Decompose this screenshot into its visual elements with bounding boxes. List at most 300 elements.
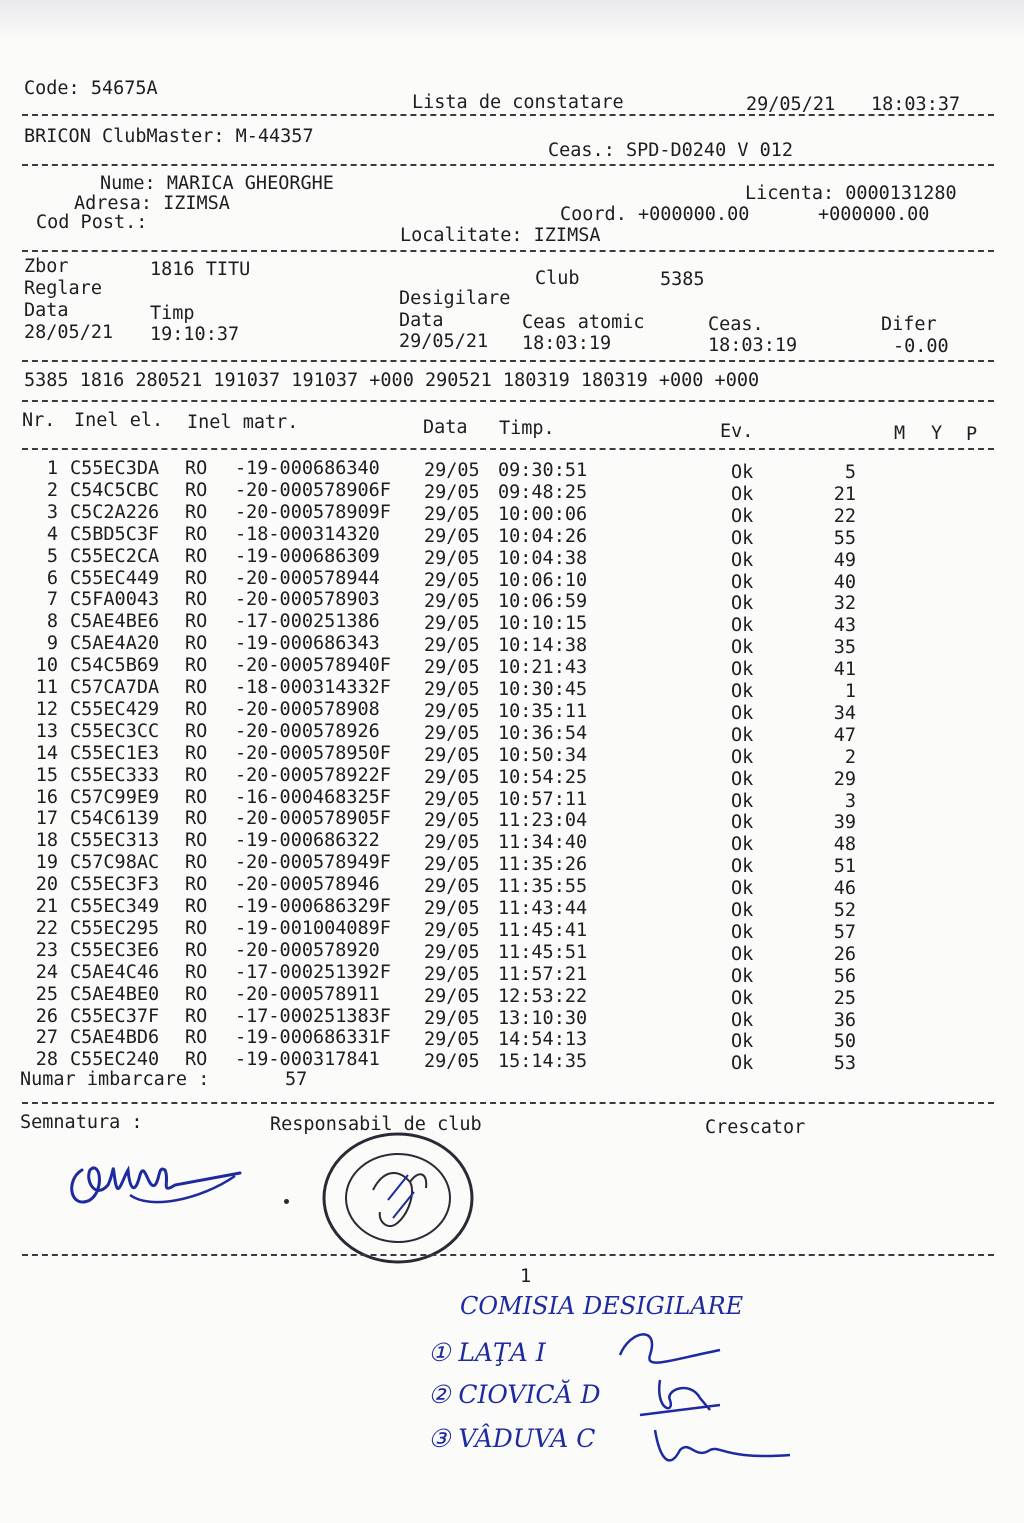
cell-ev: Ok <box>731 593 754 615</box>
cell-data: 29/05 <box>424 1051 480 1073</box>
club-label: Club <box>535 268 580 289</box>
cell-matr: -20-000578946 <box>235 874 380 896</box>
col-inel-matr: Inel matr. <box>187 412 299 433</box>
cell-timp: 09:30:51 <box>498 460 588 481</box>
cell-el: C55EC1E3 <box>70 742 160 764</box>
cell-data: 29/05 <box>424 854 480 876</box>
cell-ev: Ok <box>731 965 754 987</box>
cell-m: 50 <box>833 1031 856 1053</box>
table-row <box>0 720 1024 746</box>
table-row <box>0 1049 1024 1075</box>
cell-data: 29/05 <box>424 1029 480 1051</box>
desigilare-label: Desigilare <box>399 288 511 309</box>
data-label: Data <box>24 300 69 321</box>
table-row <box>0 808 1024 834</box>
cell-ro: RO <box>185 1027 208 1049</box>
cell-m: 25 <box>833 987 856 1009</box>
cell-ro: RO <box>185 677 208 698</box>
cell-el: C55EC349 <box>70 896 160 917</box>
document-code: Code: 54675A <box>24 78 158 99</box>
cell-el: C5FA0043 <box>70 589 160 611</box>
cell-timp: 14:54:13 <box>498 1029 588 1051</box>
cell-ev: Ok <box>731 768 754 790</box>
cell-timp: 10:06:10 <box>498 569 588 591</box>
cell-el: C55EC333 <box>70 764 160 786</box>
flight-label: Zbor <box>24 256 69 277</box>
divider <box>22 1254 994 1256</box>
owner-name: Nume: MARICA GHEORGHE <box>100 173 334 194</box>
cell-m: 32 <box>833 593 856 615</box>
cell-nr: 16 <box>35 786 58 808</box>
cell-ro: RO <box>185 589 208 611</box>
table-row <box>0 655 1024 681</box>
cell-timp: 11:57:21 <box>498 963 588 985</box>
cell-data: 29/05 <box>424 985 480 1007</box>
cell-ro: RO <box>185 655 208 677</box>
cell-m: 43 <box>833 615 856 637</box>
cell-el: C5AE4BE0 <box>70 983 160 1005</box>
club-stamp <box>318 1130 478 1266</box>
cell-matr: -16-000468325F <box>235 786 391 808</box>
cell-data: 29/05 <box>424 481 480 503</box>
cell-matr: -17-000251392F <box>235 961 391 983</box>
cell-timp: 11:45:41 <box>498 919 588 941</box>
cell-el: C57C98AC <box>70 852 160 874</box>
cell-data: 29/05 <box>424 744 480 766</box>
handwritten-member-3: ③ VÂDUVA C <box>428 1424 596 1453</box>
table-row <box>0 961 1024 987</box>
cell-ro: RO <box>185 501 208 523</box>
cell-m: 26 <box>833 943 856 965</box>
cell-ro: RO <box>185 720 208 742</box>
divider <box>22 114 994 116</box>
cell-nr: 7 <box>46 589 58 611</box>
club-value: 5385 <box>660 269 705 290</box>
cell-matr: -20-000578940F <box>235 655 391 677</box>
cell-ro: RO <box>185 458 208 479</box>
cell-data: 29/05 <box>424 569 480 591</box>
cell-el: C55EC449 <box>70 567 160 589</box>
cell-timp: 10:35:11 <box>498 700 588 722</box>
cell-matr: -20-000578926 <box>235 720 380 742</box>
cell-nr: 26 <box>35 1005 58 1027</box>
cell-ev: Ok <box>731 812 754 834</box>
cell-m: 47 <box>833 724 856 746</box>
breeder-label: Crescator <box>705 1117 806 1138</box>
cell-matr: -19-000686322 <box>235 830 380 852</box>
cell-el: C55EC313 <box>70 830 160 852</box>
cell-m: 22 <box>833 505 856 527</box>
divider <box>22 360 994 362</box>
cell-m: 55 <box>833 527 856 549</box>
cell-matr: -20-000578950F <box>235 742 391 764</box>
cell-el: C54C5CBC <box>70 479 160 501</box>
desigilare-data-label: Data <box>399 310 444 331</box>
table-row <box>0 523 1024 549</box>
cell-m: 34 <box>833 702 856 724</box>
cell-matr: -18-000314332F <box>235 677 391 698</box>
ink-dot <box>284 1199 289 1204</box>
cell-el: C5AE4BE6 <box>70 611 160 633</box>
table-row <box>0 917 1024 943</box>
cell-matr: -19-001004089F <box>235 917 391 939</box>
cell-data: 29/05 <box>424 503 480 525</box>
cell-matr: -17-000251386 <box>235 611 380 633</box>
cell-data: 29/05 <box>424 810 480 832</box>
cell-timp: 10:04:26 <box>498 525 588 547</box>
cell-data: 29/05 <box>424 722 480 744</box>
cell-ev: Ok <box>731 483 754 505</box>
cell-m: 21 <box>833 483 856 505</box>
table-row <box>0 983 1024 1009</box>
cell-timp: 10:06:59 <box>498 591 588 613</box>
table-row <box>0 874 1024 900</box>
table-row <box>0 545 1024 571</box>
cell-ev: Ok <box>731 1009 754 1031</box>
cell-ev: Ok <box>731 549 754 571</box>
cell-el: C5C2A226 <box>70 501 160 523</box>
cell-m: 51 <box>833 856 856 878</box>
table-row <box>0 764 1024 790</box>
cell-data: 29/05 <box>424 876 480 898</box>
cell-ro: RO <box>185 1049 208 1071</box>
cell-m: 56 <box>833 965 856 987</box>
atomic-clock-time: 18:03:19 <box>522 333 612 354</box>
col-nr: Nr. <box>22 410 56 431</box>
cell-ro: RO <box>185 808 208 830</box>
col-m: M <box>894 423 906 444</box>
reglare-date: 28/05/21 <box>24 322 114 343</box>
cell-ro: RO <box>185 1005 208 1027</box>
cell-ev: Ok <box>731 921 754 943</box>
cell-timp: 10:04:38 <box>498 547 588 569</box>
flight-value: 1816 TITU <box>150 259 251 280</box>
cell-matr: -20-000578908 <box>235 698 380 720</box>
cell-m: 3 <box>844 790 856 812</box>
cell-nr: 11 <box>35 677 58 698</box>
print-time: 18:03:37 <box>871 94 961 115</box>
cell-m: 2 <box>844 746 856 768</box>
cell-nr: 23 <box>35 939 58 961</box>
cell-nr: 1 <box>46 458 58 479</box>
cell-data: 29/05 <box>424 919 480 941</box>
table-row <box>0 479 1024 505</box>
cell-ro: RO <box>185 852 208 874</box>
cell-nr: 8 <box>46 611 58 633</box>
cell-ro: RO <box>185 939 208 961</box>
cell-timp: 13:10:30 <box>498 1007 588 1029</box>
cell-nr: 25 <box>35 983 58 1005</box>
clock-label: Ceas. <box>708 314 764 335</box>
desigilare-date: 29/05/21 <box>399 331 489 352</box>
cell-matr: -20-000578949F <box>235 852 391 874</box>
table-row <box>0 852 1024 878</box>
cell-ev: Ok <box>731 790 754 812</box>
cell-m: 41 <box>833 659 856 681</box>
cell-matr: -20-000578911 <box>235 983 380 1005</box>
cell-nr: 5 <box>46 545 58 567</box>
cell-el: C55EC3E6 <box>70 939 160 961</box>
col-data: Data <box>423 417 468 438</box>
cell-ev: Ok <box>731 702 754 724</box>
cell-matr: -20-000578944 <box>235 567 380 589</box>
cell-nr: 21 <box>35 896 58 917</box>
cell-ro: RO <box>185 523 208 545</box>
cell-data: 29/05 <box>424 547 480 569</box>
handwritten-member-2: ② CIOVICĂ D <box>428 1380 601 1409</box>
cell-ro: RO <box>185 698 208 720</box>
cell-el: C5AE4BD6 <box>70 1027 160 1049</box>
table-row <box>0 939 1024 965</box>
cell-timp: 11:43:44 <box>498 898 588 919</box>
cell-data: 29/05 <box>424 963 480 985</box>
cell-ev: Ok <box>731 462 754 483</box>
postal-code-label: Cod Post.: <box>36 212 148 233</box>
cell-el: C54C6139 <box>70 808 160 830</box>
coordinates-y: +000000.00 <box>818 204 930 225</box>
cell-m: 5 <box>844 462 856 483</box>
cell-ro: RO <box>185 786 208 808</box>
print-date: 29/05/21 <box>746 94 836 115</box>
cell-ev: Ok <box>731 505 754 527</box>
cell-ro: RO <box>185 764 208 786</box>
cell-ev: Ok <box>731 1031 754 1053</box>
cell-m: 46 <box>833 878 856 900</box>
cell-ev: Ok <box>731 527 754 549</box>
divider <box>22 400 994 402</box>
cell-ev: Ok <box>731 637 754 659</box>
cell-m: 40 <box>833 571 856 593</box>
cell-data: 29/05 <box>424 613 480 635</box>
cell-data: 29/05 <box>424 635 480 657</box>
table-row <box>0 611 1024 637</box>
divider <box>22 1102 994 1104</box>
cell-nr: 27 <box>35 1027 58 1049</box>
cell-ev: Ok <box>731 987 754 1009</box>
table-row <box>0 458 1024 483</box>
cell-timp: 10:57:11 <box>498 788 588 810</box>
cell-ro: RO <box>185 874 208 896</box>
cell-el: C57C99E9 <box>70 786 160 808</box>
cell-nr: 4 <box>46 523 58 545</box>
cell-timp: 10:30:45 <box>498 679 588 700</box>
cell-ev: Ok <box>731 856 754 878</box>
cell-timp: 11:23:04 <box>498 810 588 832</box>
cell-matr: -20-000578903 <box>235 589 380 611</box>
reglare-label: Reglare <box>24 278 102 299</box>
cell-m: 52 <box>833 900 856 921</box>
cell-nr: 3 <box>46 501 58 523</box>
license-number: Licenta: 0000131280 <box>745 183 957 204</box>
signature-scribble <box>60 1140 250 1220</box>
cell-el: C57CA7DA <box>70 677 160 698</box>
cell-nr: 24 <box>35 961 58 983</box>
clock-id: Ceas.: SPD-D0240 V 012 <box>548 140 794 161</box>
table-row <box>0 501 1024 527</box>
cell-ev: Ok <box>731 878 754 900</box>
cell-matr: -19-000686340 <box>235 458 380 479</box>
cell-data: 29/05 <box>424 1007 480 1029</box>
cell-matr: -20-000578906F <box>235 479 391 501</box>
cell-data: 29/05 <box>424 898 480 919</box>
cell-ro: RO <box>185 479 208 501</box>
cell-data: 29/05 <box>424 766 480 788</box>
cell-m: 53 <box>833 1053 856 1075</box>
cell-matr: -17-000251383F <box>235 1005 391 1027</box>
cell-m: 1 <box>844 681 856 702</box>
cell-m: 35 <box>833 637 856 659</box>
cell-el: C54C5B69 <box>70 655 160 677</box>
club-responsible-label: Responsabil de club <box>270 1114 482 1135</box>
cell-ro: RO <box>185 633 208 655</box>
cell-matr: -20-000578905F <box>235 808 391 830</box>
timp-label: Timp <box>150 303 195 324</box>
boarding-count-label: Numar imbarcare : <box>20 1069 210 1090</box>
cell-ev: Ok <box>731 615 754 637</box>
cell-nr: 14 <box>35 742 58 764</box>
cell-el: C5AE4A20 <box>70 633 160 655</box>
cell-ro: RO <box>185 983 208 1005</box>
table-row <box>0 786 1024 812</box>
cell-ro: RO <box>185 545 208 567</box>
coordinates-x: Coord. +000000.00 <box>560 204 750 225</box>
cell-data: 29/05 <box>424 679 480 700</box>
cell-data: 29/05 <box>424 788 480 810</box>
locality: Localitate: IZIMSA <box>400 225 601 246</box>
cell-nr: 2 <box>46 479 58 501</box>
cell-m: 48 <box>833 834 856 856</box>
cell-timp: 11:45:51 <box>498 941 588 963</box>
cell-matr: -20-000578920 <box>235 939 380 961</box>
cell-timp: 12:53:22 <box>498 985 588 1007</box>
divider <box>22 164 994 166</box>
cell-ro: RO <box>185 830 208 852</box>
cell-data: 29/05 <box>424 460 480 481</box>
cell-timp: 10:21:43 <box>498 657 588 679</box>
handwritten-member-1: ① LAŢA I <box>428 1338 546 1367</box>
document-title: Lista de constatare <box>412 92 624 113</box>
cell-ev: Ok <box>731 571 754 593</box>
cell-el: C55EC2CA <box>70 545 160 567</box>
encoded-line: 5385 1816 280521 191037 191037 +000 290521 180319 180319 +000 +000 <box>24 370 760 391</box>
col-y: Y <box>931 423 943 444</box>
table-row <box>0 830 1024 856</box>
cell-el: C5BD5C3F <box>70 523 160 545</box>
cell-nr: 12 <box>35 698 58 720</box>
cell-timp: 11:35:55 <box>498 876 588 898</box>
col-ev: Ev. <box>720 421 754 442</box>
col-inel-el: Inel el. <box>74 410 164 431</box>
difference-label: Difer <box>881 314 937 335</box>
cell-ev: Ok <box>731 834 754 856</box>
table-row <box>0 742 1024 768</box>
cell-ro: RO <box>185 896 208 917</box>
owner-address: Adresa: IZIMSA <box>74 193 230 214</box>
cell-nr: 9 <box>46 633 58 655</box>
cell-el: C55EC240 <box>70 1049 160 1071</box>
cell-matr: -20-000578909F <box>235 501 391 523</box>
cell-m: 29 <box>833 768 856 790</box>
cell-timp: 11:35:26 <box>498 854 588 876</box>
cell-nr: 15 <box>35 764 58 786</box>
cell-ro: RO <box>185 917 208 939</box>
cell-timp: 09:48:25 <box>498 481 588 503</box>
cell-ev: Ok <box>731 681 754 702</box>
cell-m: 57 <box>833 921 856 943</box>
difference-value: -0.00 <box>893 336 949 357</box>
cell-data: 29/05 <box>424 591 480 613</box>
cell-nr: 13 <box>35 720 58 742</box>
atomic-clock-label: Ceas atomic <box>522 312 645 333</box>
handwritten-title: COMISIA DESIGILARE <box>460 1292 744 1320</box>
cell-el: C55EC295 <box>70 917 160 939</box>
table-row <box>0 567 1024 593</box>
cell-m: 36 <box>833 1009 856 1031</box>
cell-ro: RO <box>185 611 208 633</box>
clock-time: 18:03:19 <box>708 335 798 356</box>
table-row <box>0 896 1024 921</box>
reglare-time: 19:10:37 <box>150 324 240 345</box>
cell-nr: 19 <box>35 852 58 874</box>
cell-el: C55EC37F <box>70 1005 160 1027</box>
cell-el: C55EC3F3 <box>70 874 160 896</box>
cell-ro: RO <box>185 742 208 764</box>
committee-signatures <box>600 1310 800 1490</box>
cell-ev: Ok <box>731 943 754 965</box>
cell-nr: 20 <box>35 874 58 896</box>
col-p: P <box>966 424 978 445</box>
boarding-count-value: 57 <box>285 1069 308 1090</box>
cell-el: C55EC3DA <box>70 458 160 479</box>
cell-matr: -19-000686331F <box>235 1027 391 1049</box>
table-row <box>0 589 1024 615</box>
cell-nr: 28 <box>35 1049 58 1071</box>
cell-timp: 10:50:34 <box>498 744 588 766</box>
cell-ev: Ok <box>731 724 754 746</box>
table-row <box>0 698 1024 724</box>
cell-matr: -19-000686343 <box>235 633 380 655</box>
cell-timp: 10:54:25 <box>498 766 588 788</box>
signature-label: Semnatura : <box>20 1112 143 1133</box>
scan-shadow <box>0 0 1024 40</box>
cell-matr: -19-000686329F <box>235 896 391 917</box>
cell-timp: 10:00:06 <box>498 503 588 525</box>
cell-nr: 6 <box>46 567 58 589</box>
cell-ev: Ok <box>731 900 754 921</box>
cell-matr: -19-000317841 <box>235 1049 380 1071</box>
cell-timp: 10:36:54 <box>498 722 588 744</box>
cell-data: 29/05 <box>424 525 480 547</box>
cell-data: 29/05 <box>424 941 480 963</box>
cell-matr: -19-000686309 <box>235 545 380 567</box>
cell-timp: 10:14:38 <box>498 635 588 657</box>
cell-matr: -20-000578922F <box>235 764 391 786</box>
divider <box>22 250 994 252</box>
cell-nr: 17 <box>35 808 58 830</box>
cell-ro: RO <box>185 567 208 589</box>
cell-ev: Ok <box>731 1053 754 1075</box>
cell-nr: 22 <box>35 917 58 939</box>
cell-timp: 15:14:35 <box>498 1051 588 1073</box>
table-row <box>0 1005 1024 1031</box>
cell-data: 29/05 <box>424 832 480 854</box>
cell-timp: 11:34:40 <box>498 832 588 854</box>
cell-nr: 10 <box>35 655 58 677</box>
cell-m: 49 <box>833 549 856 571</box>
cell-nr: 18 <box>35 830 58 852</box>
clubmaster-id: BRICON ClubMaster: M-44357 <box>24 126 314 147</box>
cell-timp: 10:10:15 <box>498 613 588 635</box>
